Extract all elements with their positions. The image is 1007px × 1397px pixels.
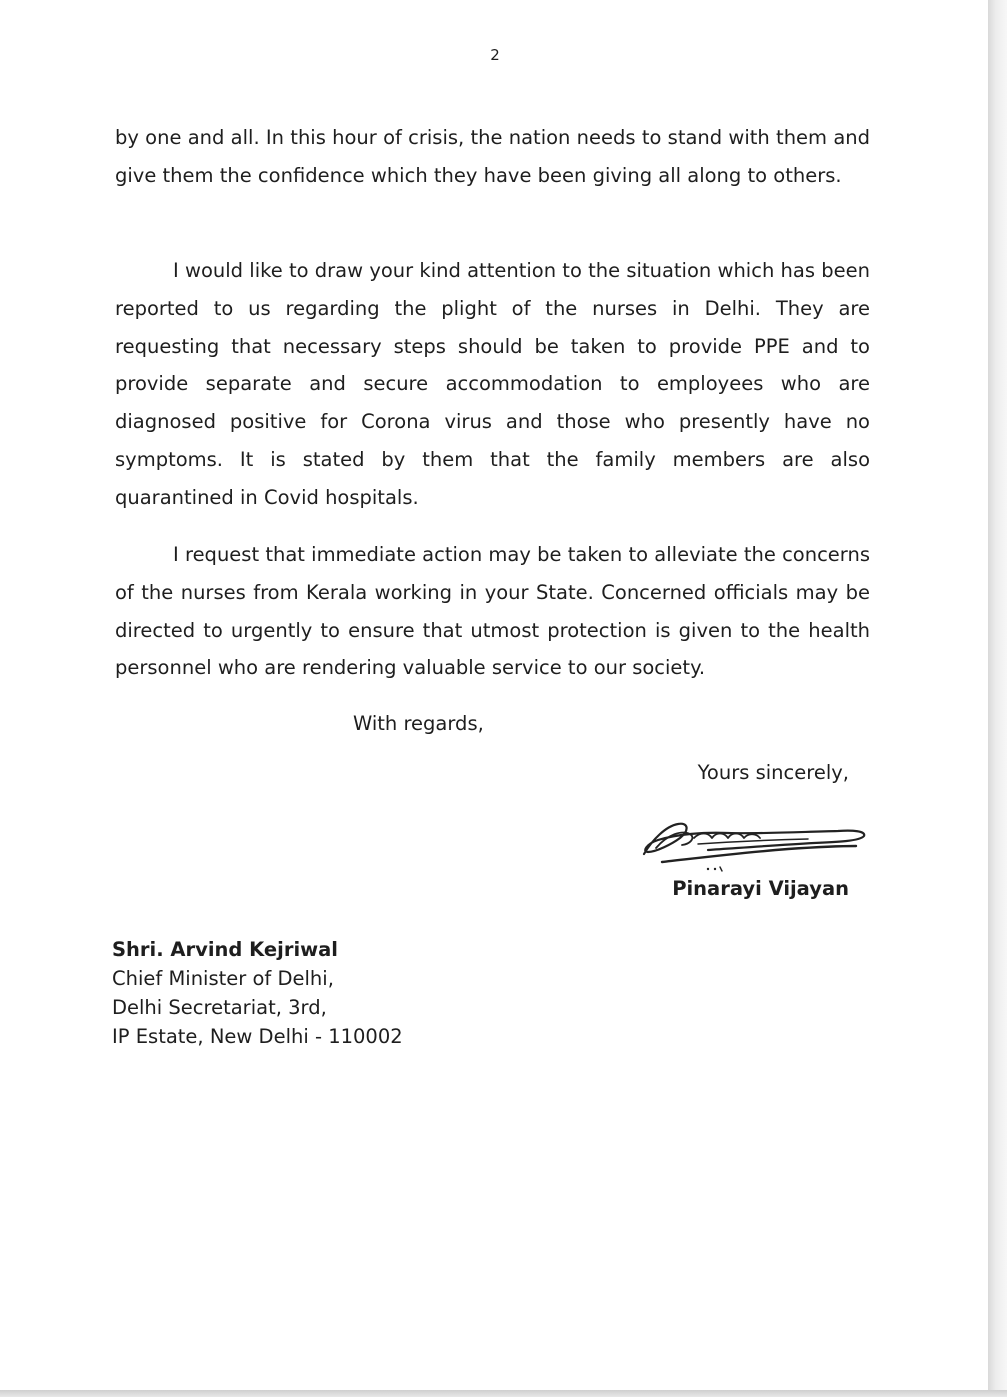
yours-sincerely: Yours sincerely, (697, 761, 849, 784)
with-regards: With regards, (353, 712, 484, 735)
paragraph-request: I request that immediate action may be taken to alleviate the concerns of the nurses from Kerala working in your State. Concerned officials may be directed to urgently to ensure that utmost protection is given to the health personnel who are rendering valuable service to our society. (115, 543, 870, 680)
addressee-block (112, 935, 403, 1051)
paragraph-continuation: by one and all. In this hour of crisis, the nation needs to stand with them and give them the confidence which they have been giving all along to others. (115, 126, 870, 187)
page-number: 2 (490, 46, 500, 64)
page-edge-shadow-bottom (0, 1390, 1007, 1397)
paragraph-nurses-situation: I would like to draw your kind attention to the situation which has been reported to us regarding the plight of the nurses in Delhi. They are requesting that necessary steps should be taken to provide PPE and to provide separate and secure accommodation to employees who are diagnosed positive for Corona virus and those who presently have no symptoms. It is stated by them that the family members are also quarantined in Covid hospitals. (115, 259, 870, 509)
addressee-name: Shri. Arvind Kejriwal (112, 938, 338, 961)
addressee-line: IP Estate, New Delhi - 110002 (112, 1025, 403, 1048)
addressee-line: Delhi Secretariat, 3rd, (112, 996, 327, 1019)
signatory-name: Pinarayi Vijayan (672, 877, 849, 900)
page-edge-shadow-right (988, 0, 1007, 1397)
addressee-line: Chief Minister of Delhi, (112, 967, 334, 990)
signature-image (638, 812, 870, 874)
